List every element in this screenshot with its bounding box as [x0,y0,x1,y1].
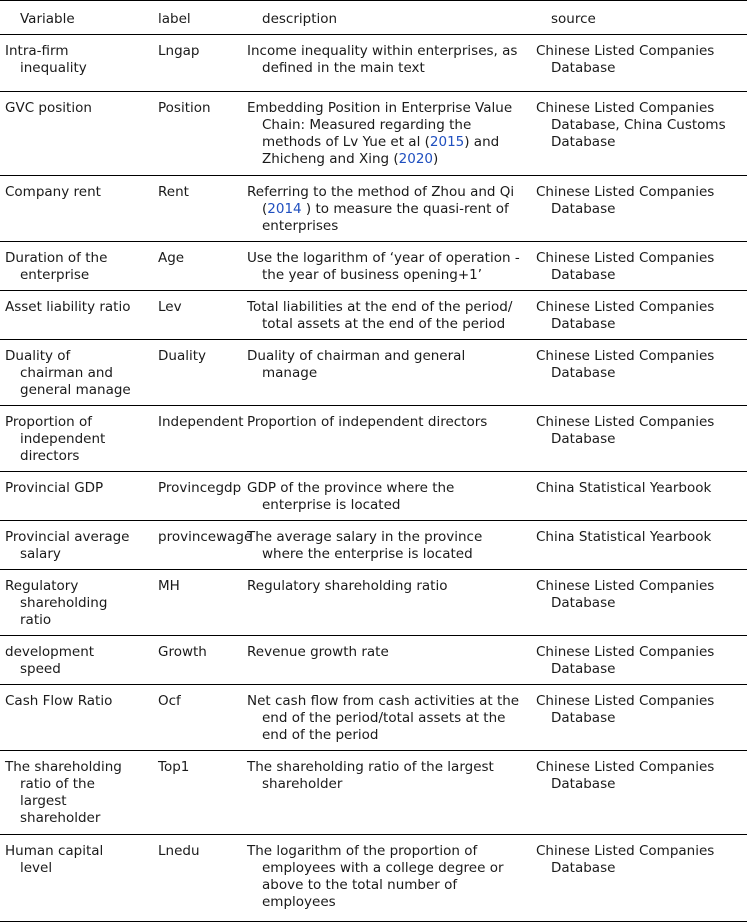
cell-description: Net cash flow from cash activities at the end of the period/total assets at the end of the period [243,685,529,751]
cell-description: GDP of the province where the enterprise is located [243,472,529,521]
cell-source: Chinese Listed Companies Database [529,340,747,406]
header-description: description [243,1,529,35]
cell-description: The average salary in the province where the enterprise is located [243,521,529,570]
cell-variable: development speed [0,636,143,685]
cell-label: provincewage [143,521,243,570]
cell-variable: Company rent [0,176,143,242]
table-row [0,751,747,835]
cell-source: Chinese Listed Companies Database [529,176,747,242]
description-text: Embedding Position in Enterprise Value Chain: Measured regarding the methods of Lv Yue et al ( [247,100,513,150]
citation-link[interactable]: 2014 [267,201,302,217]
table-row [0,242,747,291]
table-row [0,291,747,340]
table-row [0,472,747,521]
cell-label: Position [143,92,243,176]
cell-source: Chinese Listed Companies Database [529,685,747,751]
cell-description: Total liabilities at the end of the period/ total assets at the end of the period [243,291,529,340]
cell-source: Chinese Listed Companies Database [529,242,747,291]
table-row [0,340,747,406]
table-row [0,521,747,570]
cell-label: Lev [143,291,243,340]
cell-label: Age [143,242,243,291]
header-source: source [529,1,747,35]
cell-variable: Proportion of independent directors [0,406,143,472]
cell-description: The logarithm of the proportion of employees with a college degree or above to the total number of employees [243,835,529,922]
cell-description: Use the logarithm of ‘year of operation - the year of business opening+1’ [243,242,529,291]
cell-source: Chinese Listed Companies Database [529,35,747,92]
cell-label: Top1 [143,751,243,835]
cell-source: Chinese Listed Companies Database [529,291,747,340]
cell-variable: Provincial average salary [0,521,143,570]
cell-source: China Statistical Yearbook [529,521,747,570]
cell-variable: Provincial GDP [0,472,143,521]
citation-link[interactable]: 2015 [429,134,465,150]
table-row [0,685,747,751]
table-row [0,92,747,176]
cell-source: Chinese Listed Companies Database [529,751,747,835]
cell-description [243,92,529,176]
cell-description: The shareholding ratio of the largest shareholder [243,751,529,835]
cell-variable: Duration of the enterprise [0,242,143,291]
header-row [0,1,747,35]
cell-label: Provincegdp [143,472,243,521]
cell-source: Chinese Listed Companies Database [529,570,747,636]
cell-variable: Human capital level [0,835,143,922]
cell-description: Income inequality within enterprises, as defined in the main text [243,35,529,92]
cell-variable: Cash Flow Ratio [0,685,143,751]
cell-variable: Asset liability ratio [0,291,143,340]
cell-label: MH [143,570,243,636]
table-row [0,835,747,922]
cell-label: Lnedu [143,835,243,922]
description-text: ) and Zhicheng and Xing ( [262,134,500,167]
cell-label: Rent [143,176,243,242]
cell-label: Duality [143,340,243,406]
table-row [0,570,747,636]
cell-source: China Statistical Yearbook [529,472,747,521]
cell-variable: GVC position [0,92,143,176]
cell-variable: Regulatory shareholding ratio [0,570,143,636]
cell-source: Chinese Listed Companies Database [529,406,747,472]
table-row [0,406,747,472]
header-variable: Variable [0,1,143,35]
cell-description [243,176,529,242]
cell-source: Chinese Listed Companies Database [529,835,747,922]
cell-label: Independent [143,406,243,472]
description-text: ) to measure the quasi-rent of enterprises [262,201,509,234]
cell-variable: Duality of chairman and general manage [0,340,143,406]
cell-variable: Intra-firm inequality [0,35,143,92]
table-row [0,35,747,92]
cell-description: Duality of chairman and general manage [243,340,529,406]
description-text: ) [433,151,439,167]
cell-source: Chinese Listed Companies Database, China Customs Database [529,92,747,176]
description-text: Referring to the method of Zhou and Qi ( [247,184,515,217]
table-row [0,636,747,685]
header-label: label [143,1,243,35]
cell-label: Ocf [143,685,243,751]
cell-label: Growth [143,636,243,685]
cell-description: Revenue growth rate [243,636,529,685]
cell-description: Proportion of independent directors [243,406,529,472]
citation-link[interactable]: 2020 [398,151,433,167]
cell-source: Chinese Listed Companies Database [529,636,747,685]
table-row [0,176,747,242]
cell-description: Regulatory shareholding ratio [243,570,529,636]
cell-variable: The shareholding ratio of the largest shareholder [0,751,143,835]
cell-label: Lngap [143,35,243,92]
